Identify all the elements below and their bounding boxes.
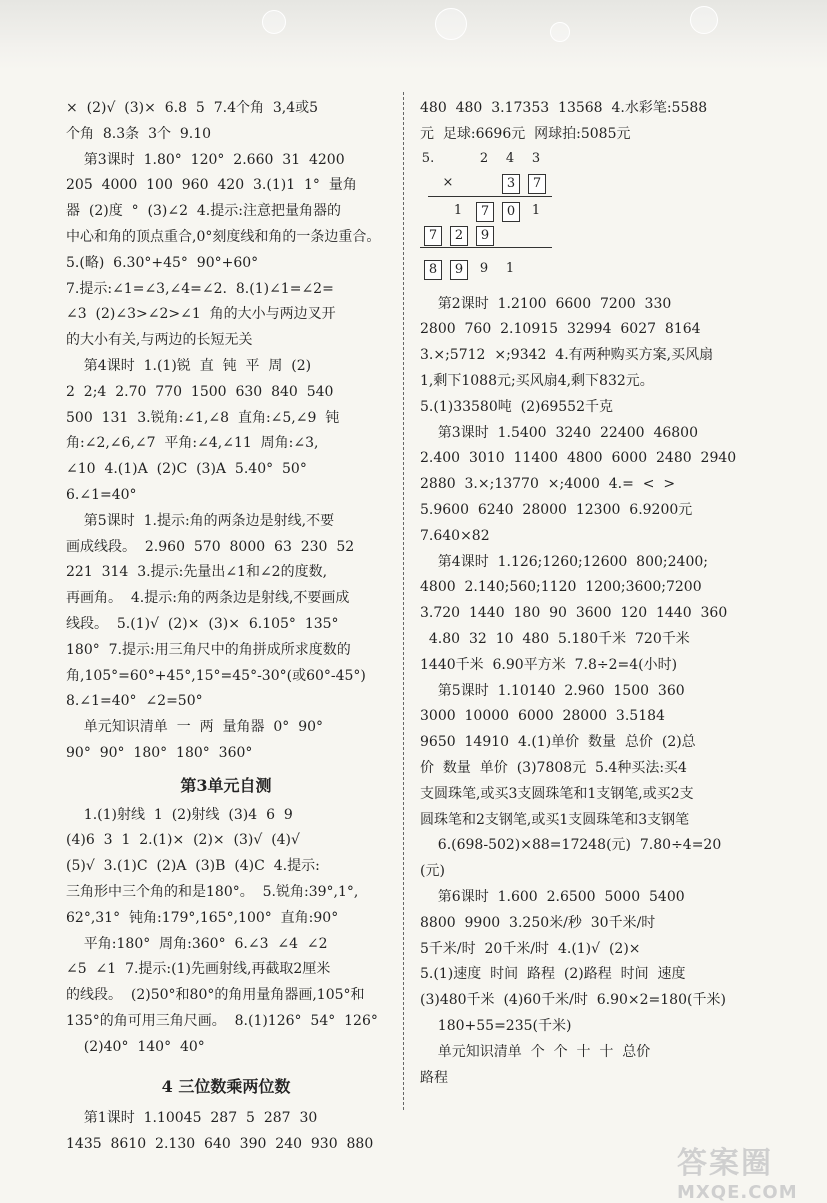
answer-line: 8.∠1=40° ∠2=50° — [66, 693, 203, 710]
answer-line: 62°,31° 钝角:179°,165°,100° 直角:90° — [66, 909, 339, 926]
right-top-lines — [420, 96, 745, 148]
answer-line: 3.720 1440 180 90 3600 120 1440 360 — [420, 605, 728, 622]
answer-line: 5千米/时 20千米/时 4.(1)√ (2)× — [420, 940, 641, 957]
answer-line: 5.(1)速度 时间 路程 (2)路程 时间 速度 — [420, 966, 686, 983]
decorative-bubble — [262, 10, 286, 34]
answer-line: 三角形中三个角的和是180°。 5.锐角:39°,1°, — [66, 883, 359, 900]
answer-line: 7.提示:∠1=∠3,∠4=∠2. 8.(1)∠1=∠2= — [66, 280, 334, 297]
answer-line: 再画角。 4.提示:角的两条边是射线,不要画成 — [66, 590, 350, 607]
answer-line: 221 314 3.提示:先量出∠1和∠2的度数, — [66, 564, 328, 581]
boxed-digit: 7 — [424, 226, 442, 246]
boxed-digit: 0 — [502, 202, 520, 222]
answer-line: 路程 — [420, 1069, 448, 1086]
answer-line: 角,105°=60°+45°,15°=45°-30°(或60°-45°) — [66, 667, 366, 684]
sum-line — [420, 247, 552, 248]
answer-line: 5.(1)33580吨 (2)69552千克 — [420, 398, 613, 415]
answer-line: 9650 14910 4.(1)单价 数量 总价 (2)总 — [420, 734, 696, 751]
answer-line: 价 数量 单价 (3)7808元 5.4种买法:买4 — [420, 759, 687, 776]
answer-line: 第2课时 1.2100 6600 7200 330 — [420, 295, 672, 312]
digit: 1 — [453, 202, 463, 218]
answer-line: 4.80 32 10 480 5.180千米 720千米 — [420, 630, 690, 647]
answer-line: 3.×;5712 ×;9342 4.有两种购买方案,买风扇 — [420, 347, 714, 364]
answer-line: 第3课时 1.5400 3240 22400 46800 — [420, 424, 698, 441]
answer-line: 205 4000 100 960 420 3.(1)1 1° 量角 — [66, 177, 357, 194]
answer-line: 第6课时 1.600 2.6500 5000 5400 — [420, 888, 685, 905]
watermark-logo — [677, 1138, 817, 1203]
answer-line: 480 480 3.17353 13568 4.水彩笔:5588 — [420, 100, 708, 116]
answer-line: 个角 8.3条 3个 9.10 — [66, 125, 212, 142]
digit: 1 — [531, 202, 541, 218]
answer-line: ∠10 4.(1)A (2)C (3)A 5.40° 50° — [66, 461, 307, 478]
answer-line: 第1课时 1.10045 287 5 287 30 — [66, 1110, 318, 1127]
answer-line: 2880 3.×;13770 ×;4000 4.= < > — [420, 476, 676, 493]
answer-line: 6.(698-502)×88=17248(元) 7.80÷4=20 — [420, 837, 722, 854]
answer-line: 3000 10000 6000 28000 3.5184 — [420, 708, 665, 725]
answer-line: 5.(略) 6.30°+45° 90°+60° — [66, 254, 259, 271]
answer-line: 2.400 3010 11400 4800 6000 2480 2940 — [420, 450, 737, 467]
answer-line: 1435 8610 2.130 640 390 240 930 880 — [66, 1136, 374, 1153]
answer-line: 180° 7.提示:用三角尺中的角拼成所求度数的 — [66, 641, 351, 658]
answer-line: 8800 9900 3.250米/秒 30千米/时 — [420, 914, 656, 931]
answer-line: 1440千米 6.90平方米 7.8÷2=4(小时) — [420, 656, 678, 673]
boxed-digit: 9 — [476, 226, 494, 246]
answer-line: 500 131 3.锐角:∠1,∠8 直角:∠5,∠9 钝 — [66, 409, 340, 426]
answer-line: 1,剩下1088元;买风扇4,剩下832元。 — [420, 372, 654, 389]
chapter-heading: 4 三位数乘两位数 — [161, 1077, 291, 1097]
answer-line: 180+55=235(千米) — [420, 1017, 572, 1034]
right-bottom-lines — [420, 292, 745, 1092]
answer-line: × (2)√ (3)× 6.8 5 7.4个角 3,4或5 — [66, 100, 319, 116]
puzzle-label: 5. — [421, 150, 435, 166]
answer-line: 7.640×82 — [420, 527, 490, 544]
answer-line: 1.(1)射线 1 (2)射线 (3)4 6 9 — [66, 806, 293, 823]
multiplication-result — [420, 258, 745, 286]
times-sign: × — [442, 174, 454, 190]
boxed-digit: 2 — [450, 226, 468, 246]
answer-line: 圆珠笔和2支钢笔,或买1支圆珠笔和3支钢笔 — [420, 811, 690, 828]
watermark-logo-text: 答案圈 — [677, 1146, 773, 1181]
answer-line: 平角:180° 周角:360° 6.∠3 ∠4 ∠2 — [66, 935, 328, 952]
boxed-digit: 3 — [502, 174, 520, 194]
answer-line: 的线段。 (2)50°和80°的角用量角器画,105°和 — [66, 987, 365, 1004]
answer-line: 2800 760 2.10915 32994 6027 8164 — [420, 321, 701, 338]
answer-line: 135°的角可用三角尺画。 8.(1)126° 54° 126° — [66, 1012, 378, 1029]
answer-line: 第5课时 1.提示:角的两条边是射线,不要 — [66, 512, 335, 529]
left-answer-column — [66, 96, 386, 1158]
multiplication-puzzle — [420, 148, 745, 258]
decorative-bubble — [550, 22, 570, 42]
answer-line: 单元知识清单 个 个 十 十 总价 — [420, 1043, 651, 1060]
answer-line: 角:∠2,∠6,∠7 平角:∠4,∠11 周角:∠3, — [66, 435, 319, 452]
answer-line: 第3课时 1.80° 120° 2.660 31 4200 — [66, 151, 345, 168]
answer-line: 元 足球:6696元 网球拍:5085元 — [420, 125, 631, 142]
answer-line: 第4课时 1.126;1260;12600 800;2400; — [420, 553, 708, 570]
answer-line: (元) — [420, 863, 445, 880]
answer-line: 第4课时 1.(1)锐 直 钝 平 周 (2) — [66, 357, 312, 374]
answer-line: 90° 90° 180° 180° 360° — [66, 744, 253, 761]
right-answer-column — [420, 96, 745, 1091]
digit: 4 — [505, 150, 515, 166]
answer-line: (4)6 3 1 2.(1)× (2)× (3)√ (4)√ — [66, 832, 300, 849]
answer-line: 画成线段。 2.960 570 8000 63 230 52 — [66, 538, 355, 555]
answer-line: 单元知识清单 一 两 量角器 0° 90° — [66, 719, 324, 736]
boxed-digit: 8 — [424, 260, 442, 280]
answer-line: 器 (2)度 ° (3)∠2 4.提示:注意把量角器的 — [66, 203, 341, 220]
boxed-digit: 9 — [450, 260, 468, 280]
boxed-digit: 7 — [528, 174, 546, 194]
answer-line: ∠3 (2)∠3>∠2>∠1 角的大小与两边叉开 — [66, 306, 336, 323]
digit: 9 — [479, 260, 489, 276]
watermark-url: MXQE.COM — [677, 1182, 798, 1203]
answer-line: (5)√ 3.(1)C (2)A (3)B (4)C 4.提示: — [66, 858, 320, 875]
answer-line: 中心和角的顶点重合,0°刻度线和角的一条边重合。 — [66, 228, 381, 245]
boxed-digit: 7 — [476, 202, 494, 222]
sum-line — [428, 196, 552, 197]
answer-line: 第5课时 1.10140 2.960 1500 360 — [420, 682, 685, 699]
decorative-bubble — [690, 6, 718, 34]
answer-line: 5.9600 6240 28000 12300 6.9200元 — [420, 501, 693, 518]
answer-line: 的大小有关,与两边的长短无关 — [66, 332, 253, 349]
digit: 1 — [505, 260, 515, 276]
digit: 3 — [531, 150, 541, 166]
answer-line: 支圆珠笔,或买3支圆珠笔和1支钢笔,或买2支 — [420, 785, 694, 802]
decorative-bubble — [435, 8, 467, 40]
digit: 2 — [479, 150, 489, 166]
column-divider — [403, 92, 404, 1110]
answer-line: 2 2;4 2.70 770 1500 630 840 540 — [66, 383, 334, 400]
answer-line: 线段。 5.(1)√ (2)× (3)× 6.105° 135° — [66, 615, 339, 632]
answer-line: (3)480千米 (4)60千米/时 6.90×2=180(千米) — [420, 992, 726, 1009]
answer-line: (2)40° 140° 40° — [66, 1038, 205, 1055]
section-heading: 第3单元自测 — [180, 775, 272, 795]
answer-line: 4800 2.140;560;1120 1200;3600;7200 — [420, 579, 702, 596]
answer-line: 6.∠1=40° — [66, 486, 137, 503]
answer-line: ∠5 ∠1 7.提示:(1)先画射线,再截取2厘米 — [66, 961, 331, 978]
